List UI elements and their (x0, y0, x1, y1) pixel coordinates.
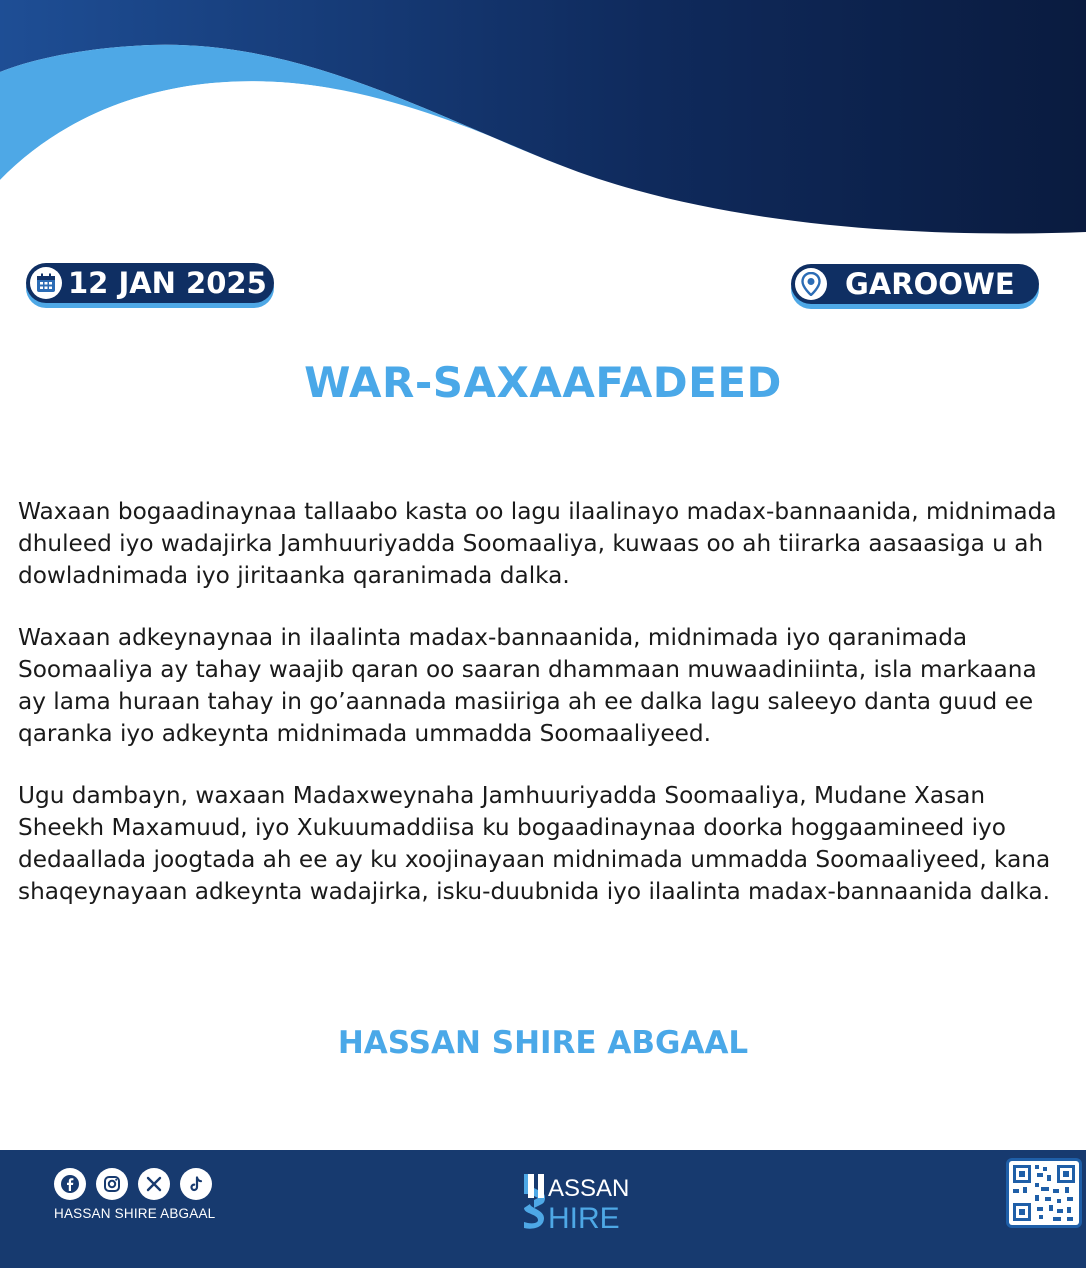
map-pin-icon (795, 268, 827, 300)
logo-text-bottom: HIRE (548, 1202, 620, 1232)
signature-name: HASSAN SHIRE ABGAAL (337, 1025, 749, 1061)
paragraph-1: Waxaan bogaadinaynaa tallaabo kasta oo lagu ilaalinayo madax-bannaanida, midnimada dhuleed iyo wadajirka Jamhuuriyadda Soomaaliya, kuwaas oo ah tiirarka aasaasiga u ah dowladnimada iyo jiritaanka qaranimada dalka. (18, 498, 1057, 589)
facebook-icon[interactable] (54, 1168, 86, 1200)
statement-body (18, 496, 1068, 938)
date-text: 12 JAN 2025 (68, 266, 267, 300)
date-badge (26, 263, 274, 303)
page-title: WAR-SAXAAFADEED (304, 358, 782, 407)
instagram-icon[interactable] (96, 1168, 128, 1200)
x-icon[interactable] (138, 1168, 170, 1200)
tiktok-icon[interactable] (180, 1168, 212, 1200)
logo-text-top: ASSAN (548, 1175, 630, 1202)
qr-code-icon[interactable] (1006, 1158, 1082, 1228)
location-badge (791, 264, 1039, 304)
social-links (54, 1168, 212, 1200)
paragraph-2: Waxaan adkeynaynaa in ilaalinta madax-bannaanida, midnimada iyo qaranimada Soomaaliya ay tahay waajib qaran oo saaran dhammaan muwaadiniinta, isla markaana ay lama huraan tahay in go’aannada masiiriga ah ee dalka lagu saleeyo danta guud ee qaranka iyo adkeynta midnimada ummadda Soomaaliyeed. (18, 624, 1037, 747)
footer-handle: HASSAN SHIRE ABGAAL (54, 1206, 216, 1221)
header-wave-graphic (0, 0, 1086, 260)
footer-bar (0, 1150, 1086, 1268)
location-text: GAROOWE (845, 267, 1015, 301)
brand-logo (522, 1172, 642, 1232)
paragraph-3: Ugu dambayn, waxaan Madaxweynaha Jamhuuriyadda Soomaaliya, Mudane Xasan Sheekh Maxamuud, iyo Xukuumaddiisa ku bogaadinaynaa doorka hoggaamineed iyo dedaallada joogtada ah ee ay ku xoojinayaan midnimada ummadda Soomaaliyeed, kana shaqeynayaan adkeynta wadajirka, isku-duubnida iyo ilaalinta madax-bannaanida dalka. (18, 782, 1051, 905)
calendar-icon (30, 267, 62, 299)
